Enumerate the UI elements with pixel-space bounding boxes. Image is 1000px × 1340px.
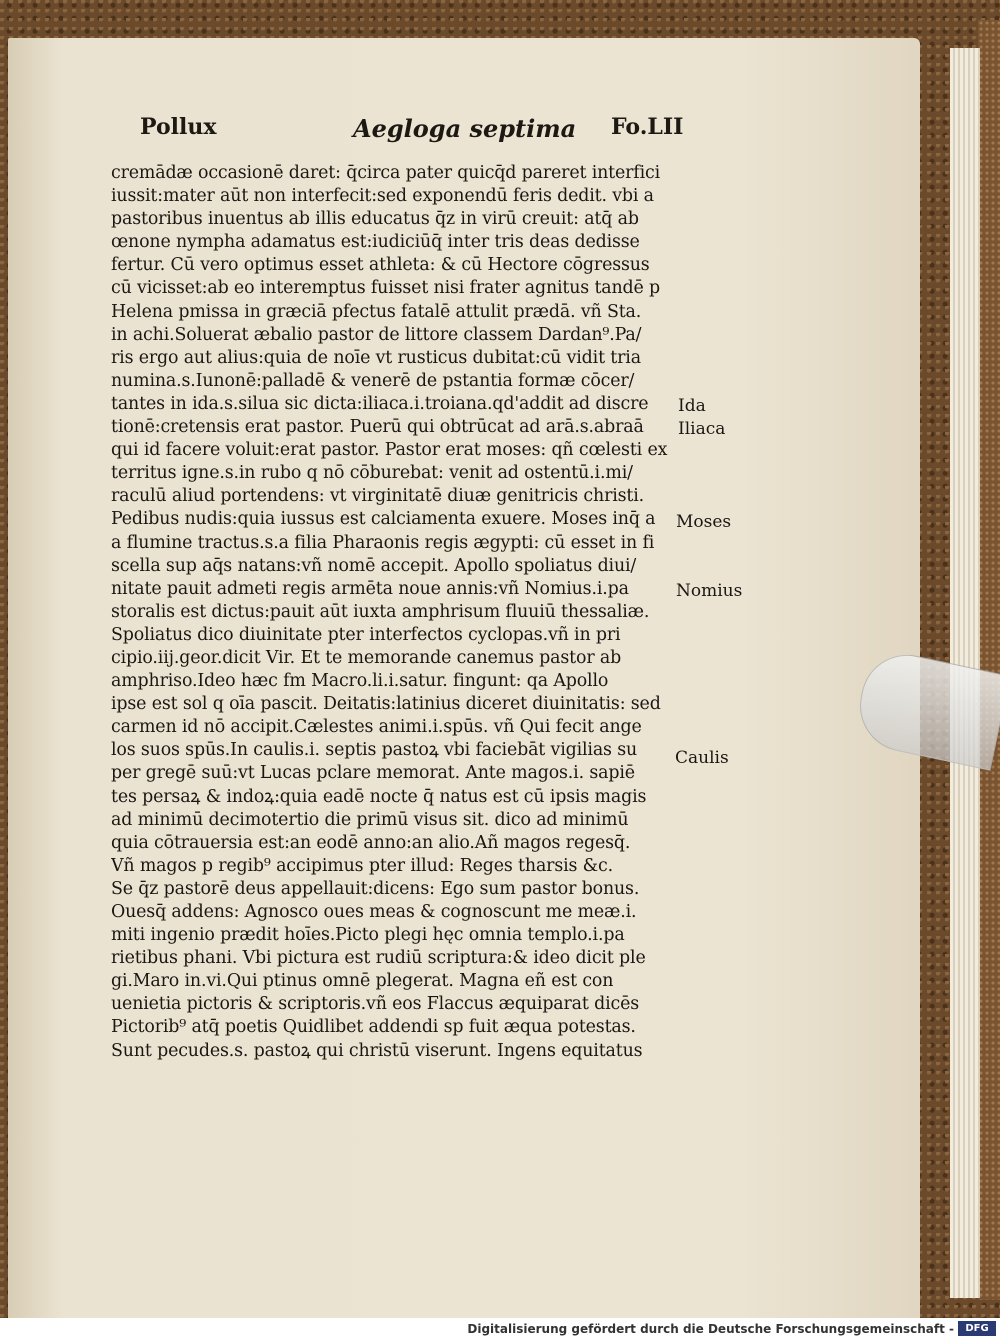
text-line: cremādæ occasionē daret: q̄circa pater quicq̄d pareret interfici: [111, 163, 661, 183]
text-line: uenietia pictoris & scriptoris.vñ eos Flaccus æquiparat dicēs: [111, 994, 640, 1015]
text-line: Ouesq̄ addens: Agnosco oues meas & cognoscunt me meæ.i.: [111, 902, 637, 922]
text-line: territus igne.s.in rubo q nō cōburebat: venit ad ostentū.i.mi/: [111, 463, 633, 484]
footer-credit: Digitalisierung gefördert durch die Deutsche Forschungsgemeinschaft -: [467, 1322, 954, 1336]
text-line: Vñ magos p regib⁹ accipimus pter illud: Reges tharsis &c.: [111, 855, 613, 876]
text-line: per gregē suū:vt Lucas pclare memorat. Ante magos.i. sapiē: [111, 763, 635, 784]
text-line: Sunt pecudes.s. pastoꝝ qui christū viserunt. Ingens equitatus: [111, 1040, 643, 1061]
text-line: scella sup aq̄s natans:vñ nomē accepit. Apollo spoliatus diui/: [111, 555, 637, 576]
text-line: ris ergo aut alius:quia de noīe vt rusticus dubitat:cū vidit tria: [111, 347, 641, 368]
text-line: cipio.iij.geor.dicit Vir. Et te memorande canemus pastor ab: [111, 647, 622, 668]
text-line: tes persaꝝ & indoꝝ:quia eadē nocte q̄ natus est cū ipsis magis: [111, 786, 647, 807]
text-line: in achi.Soluerat æbalio pastor de littore classem Dardan⁹.Pa/: [111, 324, 642, 345]
marginal-note-moses: Moses: [676, 512, 732, 532]
marginal-note-nomius: Nomius: [676, 581, 743, 601]
text-line: Spoliatus dico diuinitate pter interfectos cyclopas.vñ in pri: [111, 624, 621, 645]
commentary-text: [111, 162, 686, 1063]
text-line: Pedibus nudis:quia iussus est calciamenta exuere. Moses inq̄ a: [111, 509, 656, 530]
text-line: nitate pauit admeti regis armēta noue annis:vñ Nomius.i.pa: [111, 578, 629, 599]
book-cover-edge: [978, 20, 1000, 1300]
text-line: raculū aliud portendens: vt virginitatē diuæ genitricis christi.: [111, 486, 645, 507]
text-line: Se q̄z pastorē deus appellauit:dicens: Ego sum pastor bonus.: [111, 878, 640, 899]
running-head-title: Aegloga septima: [353, 114, 577, 143]
marginal-note-caulis: Caulis: [675, 748, 729, 768]
text-line: a flumine tractus.s.a filia Pharaonis regis ægypti: cū esset in fi: [111, 532, 655, 553]
text-line: ad minimū decimotertio die primū visus sit. dico ad minimū: [111, 809, 629, 830]
marginal-note-iliaca: Iliaca: [678, 419, 726, 439]
text-line: los suos spūs.In caulis.i. septis pastoꝝ vbi faciebāt vigilias su: [111, 740, 638, 761]
dfg-logo: DFG: [958, 1321, 996, 1336]
text-line: carmen id nō accipit.Cælestes animi.i.spūs. vñ Qui fecit ange: [111, 717, 642, 738]
footer-bar: [0, 1318, 1000, 1340]
text-line: storalis est dictus:pauit aūt iuxta amphrisum fluuiū thessaliæ.: [111, 601, 650, 622]
text-line: gi.Maro in.vi.Qui ptinus omnē plegerat. Magna eñ est con: [111, 971, 614, 992]
folio-number: Fo.LII: [611, 114, 684, 140]
text-line: œnone nympha adamatus est:iudiciūq̄ inter tris deas dedisse: [111, 232, 640, 253]
text-line: numina.s.Iunonē:palladē & venerē de pstantia formæ cōcer/: [111, 370, 635, 391]
text-line: iussit:mater aūt non interfecit:sed exponendū feris dedit. vbi a: [111, 186, 654, 207]
text-line: cū vicisset:ab eo interemptus fuisset nisi frater agnitus tandē p: [111, 278, 661, 299]
book-page: [8, 38, 920, 1318]
text-line: pastoribus inuentus ab illis educatus q̄z in virū creuit: atq̄ ab: [111, 209, 639, 230]
running-head-left: Pollux: [140, 114, 217, 140]
marginal-note-ida: Ida: [678, 396, 706, 416]
text-line: miti ingenio prædit hoīes.Picto plegi hęc omnia templo.i.pa: [111, 925, 625, 946]
text-line: fertur. Cū vero optimus esset athleta: & cū Hectore cōgressus: [111, 255, 650, 276]
text-line: quia cōtrauersia est:an eodē anno:an alio.Añ magos regesq̄.: [111, 832, 631, 853]
text-line: Helena pmissa in græciā pfectus fatalē attulit prædā. vñ Sta.: [111, 301, 642, 322]
text-line: qui id facere voluit:erat pastor. Pastor erat moses: qñ cœlesti ex: [111, 440, 668, 461]
text-line: tantes in ida.s.silua sic dicta:iliaca.i.troiana.qd'addit ad discre: [111, 393, 649, 414]
text-line: Pictorib⁹ atq̄ poetis Quidlibet addendi sp fuit æqua potestas.: [111, 1017, 636, 1038]
text-line: amphriso.Ideo hæc fm Macro.li.i.satur. fingunt: qa Apollo: [111, 671, 609, 692]
text-line: ipse est sol q oīa pascit. Deitatis:latinius diceret diuinitatis: sed: [111, 694, 661, 715]
text-line: tionē:cretensis erat pastor. Puerū qui obtrūcat ad arā.s.abraā: [111, 417, 644, 438]
text-line: rietibus phani. Vbi pictura est rudiū scriptura:& ideo dicit ple: [111, 948, 646, 969]
